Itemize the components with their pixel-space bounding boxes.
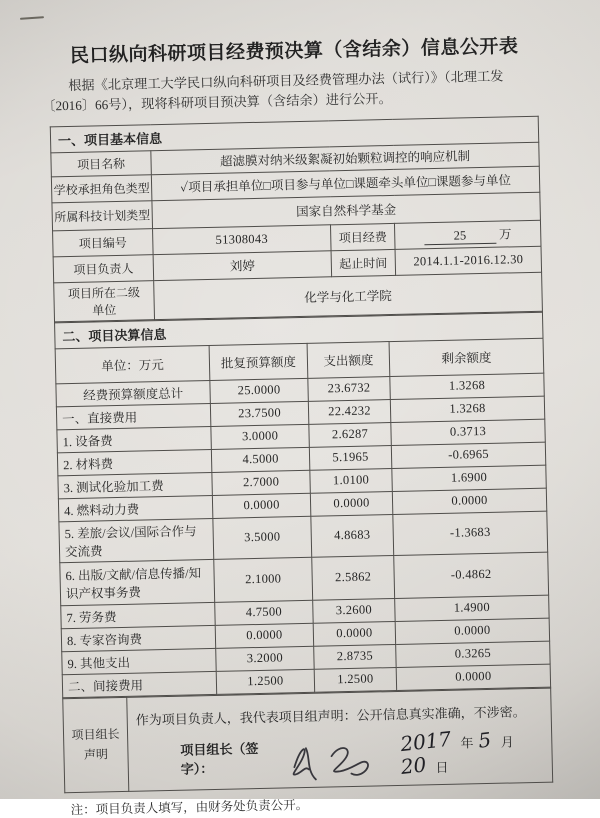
budget-table	[54, 311, 551, 698]
row-approved: 3.5000	[213, 516, 312, 559]
row-label: 5. 差旅/会议/国际合作与交流费	[59, 518, 214, 562]
col-spent-header: 支出额度	[307, 341, 390, 378]
row-spent: 2.8735	[314, 644, 396, 669]
intro-text: 根据《北京理工大学民口纵向科研项目及经费管理办法（试行）》（北理工发〔2016〕66号），现将科研项目预决算（含结余）进行公开。	[42, 68, 504, 114]
row-approved: 3.2000	[216, 646, 314, 671]
row-label: 7. 劳务费	[61, 602, 215, 628]
row-approved: 4.7500	[215, 600, 313, 625]
statement-text: 作为项目负责人，我代表项目组声明：公开信息真实准确，不涉密。	[135, 703, 526, 728]
row-remaining: -0.4862	[394, 552, 549, 598]
row-spent: 0.0000	[310, 491, 392, 516]
department-label-line1: 项目所在二级	[67, 285, 141, 301]
footer-note: 注：项目负责人填写，由财务处负责公开。	[70, 797, 309, 817]
basic-info-section-title: 一、项目基本信息	[50, 116, 538, 153]
row-remaining: 0.3265	[396, 641, 550, 667]
project-leader-value: 刘婷	[153, 250, 332, 280]
row-label: 6. 出版/文献/信息传播/知识产权事务费	[60, 559, 215, 605]
month-handwritten: 5	[477, 727, 493, 753]
row-remaining: 0.0000	[395, 618, 549, 644]
project-leader-label: 项目负责人	[53, 254, 154, 282]
sign-label: 项目组长（签字）：	[180, 740, 259, 777]
row-approved: 2.7000	[212, 470, 310, 495]
day-handwritten: 20	[399, 751, 428, 779]
month-unit: 月	[500, 734, 514, 750]
fund-unit: 万	[498, 226, 512, 242]
plan-type-label: 所属科技计划类型	[52, 200, 153, 230]
basic-info-table	[50, 115, 543, 322]
row-label: 二、间接费用	[62, 671, 216, 697]
row-approved: 0.0000	[215, 623, 313, 648]
plan-type-value: 国家自然科学基金	[152, 192, 541, 228]
row-spent: 1.2500	[314, 667, 396, 692]
project-name-value: 超滤膜对纳米级絮凝初始颗粒调控的响应机制	[151, 142, 539, 174]
row-approved: 2.1000	[214, 557, 313, 602]
fund-amount: 25	[424, 227, 496, 245]
project-code-value: 51308043	[153, 224, 332, 254]
row-label: 一、直接费用	[56, 403, 210, 429]
period-label: 起止时间	[331, 249, 396, 276]
project-fund-value	[394, 220, 541, 249]
statement-table	[62, 687, 553, 793]
project-fund-label: 项目经费	[330, 223, 395, 250]
signature-line	[180, 725, 544, 783]
row-approved: 0.0000	[212, 493, 310, 518]
row-remaining: 1.3268	[390, 396, 544, 422]
statement-content	[127, 688, 553, 791]
row-label: 1. 设备费	[57, 426, 211, 452]
row-remaining: -1.3683	[393, 511, 548, 555]
row-approved: 25.0000	[210, 378, 308, 403]
row-remaining: 0.0000	[392, 488, 546, 514]
row-remaining: 0.3713	[391, 419, 545, 445]
row-label: 经费预算额度总计	[56, 380, 210, 406]
period-value: 2014.1.1-2016.12.30	[395, 246, 542, 275]
statement-label	[63, 697, 129, 792]
row-spent: 4.8683	[311, 514, 394, 557]
project-name-label: 项目名称	[51, 150, 151, 176]
row-label: 4. 燃料动力费	[58, 495, 212, 521]
year-handwritten: 2017	[399, 726, 453, 756]
unit-header: 单位：万元	[55, 345, 210, 383]
row-spent: 5.1965	[309, 445, 391, 470]
date-group	[400, 726, 544, 777]
row-approved: 4.5000	[211, 447, 309, 472]
row-label: 2. 材料费	[57, 449, 211, 475]
row-approved: 1.2500	[216, 669, 314, 694]
role-type-label: 学校承担角色类型	[51, 174, 152, 202]
row-remaining: 0.0000	[396, 664, 550, 690]
project-code-label: 项目编号	[53, 228, 154, 256]
row-spent: 2.5862	[312, 555, 395, 600]
row-remaining: 1.6900	[392, 465, 546, 491]
page-title: 民口纵向科研项目经费预决算（含结余）信息公开表	[69, 36, 519, 67]
statement-row	[63, 688, 553, 793]
col-approved-header: 批复预算额度	[209, 343, 308, 380]
day-unit: 日	[435, 759, 449, 775]
year-unit: 年	[460, 734, 474, 751]
department-label-line2: 单位	[92, 302, 117, 318]
row-label: 8. 专家咨询费	[61, 625, 215, 651]
row-spent: 23.6732	[308, 376, 390, 401]
row-remaining: 1.3268	[390, 373, 544, 399]
paper-sheet	[21, 8, 582, 818]
row-spent: 22.4232	[308, 399, 390, 424]
row-spent: 2.6287	[309, 422, 391, 447]
row-label: 3. 测试化验加工费	[58, 472, 212, 498]
statement-label-line2: 声明	[83, 747, 109, 762]
row-remaining: -0.6965	[391, 442, 545, 468]
department-value: 化学与化工学院	[154, 272, 543, 319]
budget-section-title: 二、项目决算信息	[55, 312, 543, 349]
row-spent: 1.0100	[310, 468, 392, 493]
row-approved: 23.7500	[210, 401, 308, 426]
role-type-checkboxes: ✓项目承担单位□项目参与单位□课题牵头单位□课题参与单位	[151, 166, 539, 200]
row-approved: 3.0000	[211, 424, 309, 449]
statement-label-line1: 项目组长	[71, 726, 120, 742]
col-remaining-header: 剩余额度	[389, 338, 544, 376]
row-spent: 3.2600	[313, 598, 395, 623]
row-spent: 0.0000	[313, 621, 395, 646]
department-label	[54, 280, 155, 321]
handwritten-signature-icon	[280, 734, 381, 786]
row-remaining: 1.4900	[395, 595, 549, 621]
row-label: 9. 其他支出	[62, 648, 216, 674]
